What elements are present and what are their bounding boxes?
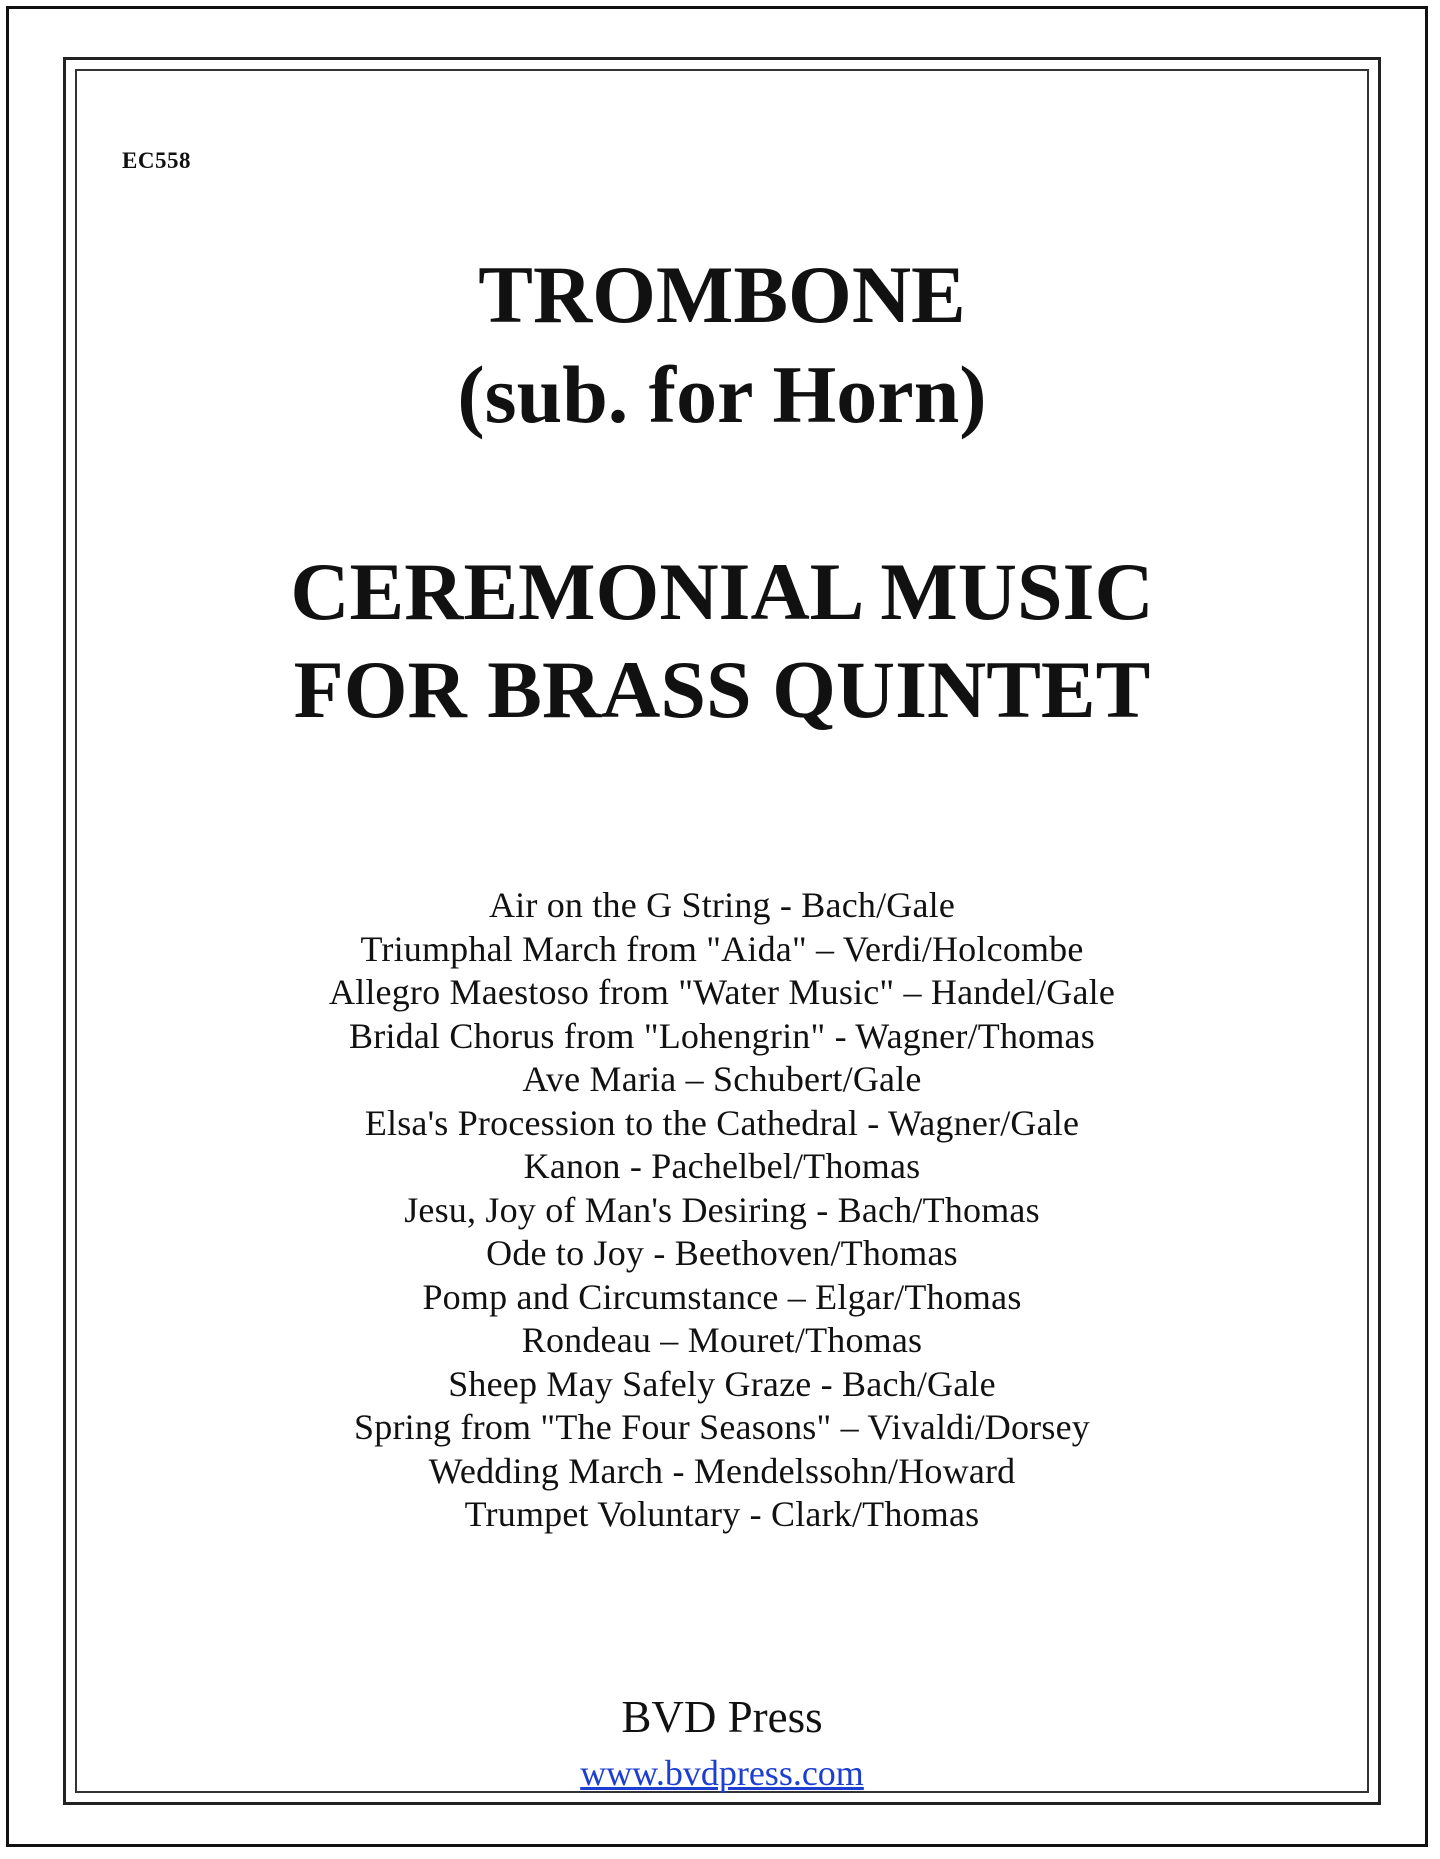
contents-item: Bridal Chorus from "Lohengrin" - Wagner/Thomas (349, 1015, 1095, 1056)
instrument-heading (75, 245, 1369, 445)
contents-item: Triumphal March from "Aida" – Verdi/Holcombe (360, 928, 1084, 969)
contents-item: Rondeau – Mouret/Thomas (521, 1320, 923, 1360)
contents-item: Pomp and Circumstance – Elgar/Thomas (422, 1276, 1022, 1317)
contents-item: Wedding March - Mendelssohn/Howard (428, 1450, 1016, 1491)
contents-item: Elsa's Procession to the Cathedral - Wagner/Gale (364, 1102, 1080, 1143)
contents-item: Spring from "The Four Seasons" – Vivaldi/Dorsey (354, 1407, 1090, 1447)
instrument-name: TROMBONE (478, 249, 966, 340)
collection-title-line-2: FOR BRASS QUINTET (293, 644, 1151, 735)
website-container (75, 1752, 1369, 1794)
contents-list (75, 884, 1369, 1537)
instrument-substitution-note: (sub. for Horn) (457, 349, 987, 440)
collection-title (75, 543, 1369, 739)
collection-title-line-1: CEREMONIAL MUSIC (290, 546, 1154, 637)
catalog-code: EC558 (122, 148, 191, 173)
contents-item: Kanon - Pachelbel/Thomas (523, 1146, 921, 1186)
website-link[interactable]: www.bvdpress.com (580, 1753, 864, 1793)
contents-item: Jesu, Joy of Man's Desiring - Bach/Thomas (404, 1189, 1040, 1230)
contents-item: Trumpet Voluntary - Clark/Thomas (464, 1494, 980, 1534)
contents-item: Allegro Maestoso from "Water Music" – Handel/Gale (328, 972, 1116, 1012)
contents-item: Ave Maria – Schubert/Gale (522, 1059, 922, 1099)
contents-item: Air on the G String - Bach/Gale (488, 885, 956, 925)
contents-item: Ode to Joy - Beethoven/Thomas (486, 1233, 958, 1273)
publisher-name: BVD Press (621, 1692, 823, 1742)
contents-item: Sheep May Safely Graze - Bach/Gale (448, 1363, 996, 1404)
